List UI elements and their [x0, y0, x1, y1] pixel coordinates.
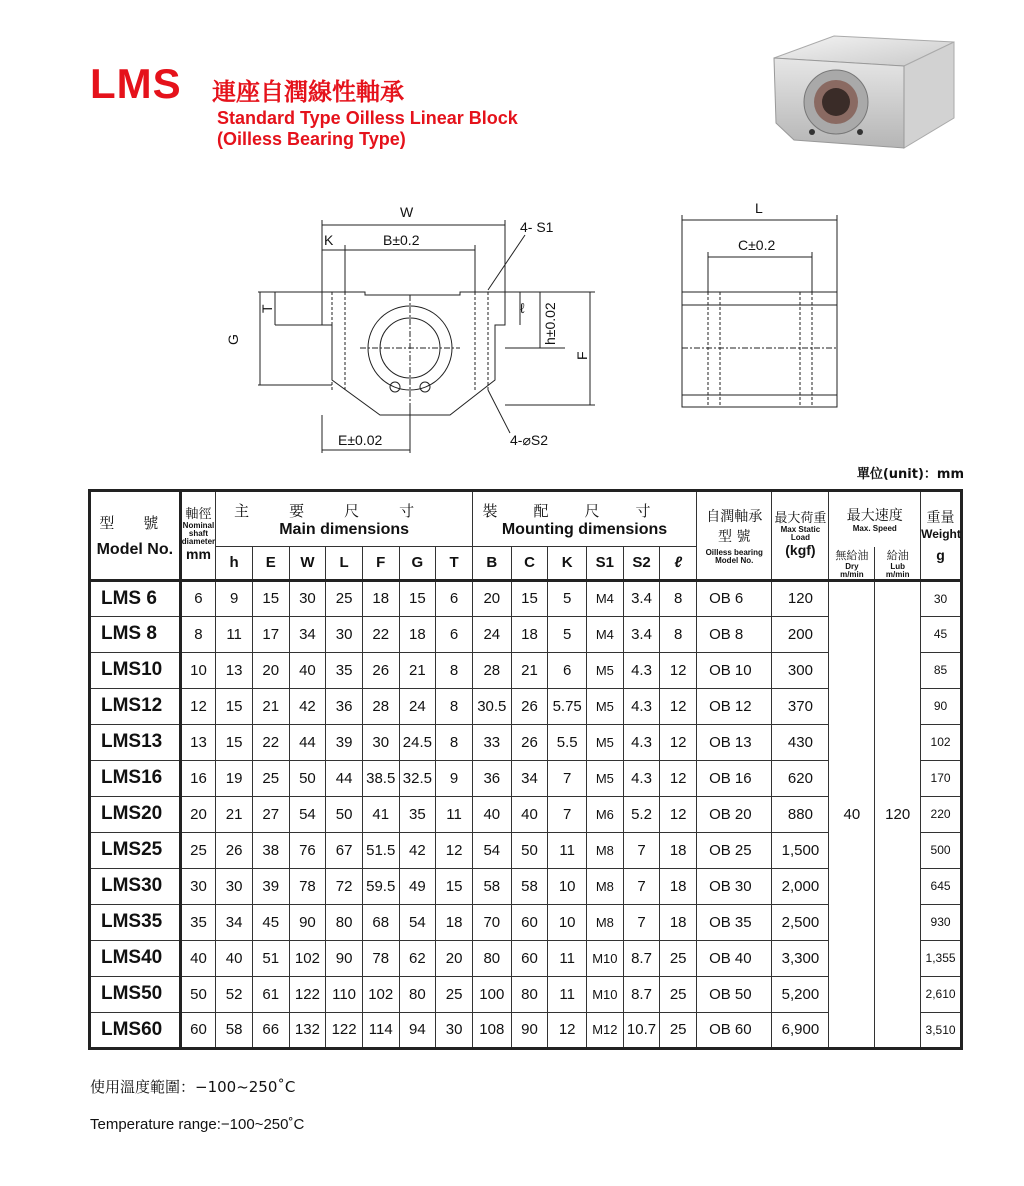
cell-load: 200 [772, 616, 829, 652]
cell-bearing: OB 20 [697, 796, 772, 832]
cell-K: 7 [548, 796, 587, 832]
header-G: G [399, 547, 436, 581]
cell-C: 34 [511, 760, 548, 796]
cell-L: 90 [326, 940, 363, 976]
cell-L: 110 [326, 976, 363, 1012]
cell-G: 18 [399, 616, 436, 652]
header-S1: S1 [587, 547, 624, 581]
cell-l: 12 [660, 724, 697, 760]
cell-model: LMS60 [90, 1012, 181, 1048]
cell-load: 2,000 [772, 868, 829, 904]
header-mounting-dimensions: 裝配尺寸 Mounting dimensions [472, 491, 696, 547]
cell-d: 10 [180, 652, 216, 688]
cell-F: 78 [362, 940, 399, 976]
cell-K: 11 [548, 940, 587, 976]
cell-C: 58 [511, 868, 548, 904]
dim-label-B: B±0.2 [383, 232, 420, 248]
cell-K: 6 [548, 652, 587, 688]
cell-load: 3,300 [772, 940, 829, 976]
cell-l: 12 [660, 688, 697, 724]
cell-S1: M6 [587, 796, 624, 832]
cell-h: 52 [216, 976, 253, 1012]
cell-d: 13 [180, 724, 216, 760]
cell-model: LMS12 [90, 688, 181, 724]
cell-G: 62 [399, 940, 436, 976]
header-model: 型 號 Model No. [90, 491, 181, 581]
cell-E: 27 [252, 796, 289, 832]
cell-h: 40 [216, 940, 253, 976]
unit-label: 單位(unit)：mm [856, 467, 964, 482]
cell-d: 40 [180, 940, 216, 976]
cell-bearing: OB 60 [697, 1012, 772, 1048]
cell-model: LMS 8 [90, 616, 181, 652]
cell-h: 9 [216, 580, 253, 616]
cell-weight: 220 [921, 796, 962, 832]
cell-S1: M10 [587, 940, 624, 976]
cell-L: 39 [326, 724, 363, 760]
cell-weight: 930 [921, 904, 962, 940]
cell-F: 38.5 [362, 760, 399, 796]
cell-F: 51.5 [362, 832, 399, 868]
header-bearing: 自潤軸承 型 號 Oilless bearing Model No. [697, 491, 772, 581]
cell-d: 16 [180, 760, 216, 796]
cell-model: LMS16 [90, 760, 181, 796]
header-W: W [289, 547, 326, 581]
header-l: ℓ [660, 547, 697, 581]
cell-K: 12 [548, 1012, 587, 1048]
cell-E: 25 [252, 760, 289, 796]
cell-F: 114 [362, 1012, 399, 1048]
title-model-code: LMS [90, 60, 182, 107]
cell-K: 7 [548, 760, 587, 796]
cell-W: 122 [289, 976, 326, 1012]
cell-L: 44 [326, 760, 363, 796]
cell-T: 9 [436, 760, 473, 796]
cell-speed-dry: 40 [829, 580, 875, 1048]
cell-load: 300 [772, 652, 829, 688]
cell-model: LMS13 [90, 724, 181, 760]
cell-S1: M4 [587, 616, 624, 652]
cell-T: 11 [436, 796, 473, 832]
spec-table [88, 489, 963, 1050]
cell-E: 38 [252, 832, 289, 868]
cell-S1: M12 [587, 1012, 624, 1048]
cell-L: 67 [326, 832, 363, 868]
cell-W: 76 [289, 832, 326, 868]
cell-F: 26 [362, 652, 399, 688]
cell-h: 30 [216, 868, 253, 904]
cell-L: 36 [326, 688, 363, 724]
cell-F: 59.5 [362, 868, 399, 904]
cell-K: 5 [548, 616, 587, 652]
title-english-line2: (Oilless Bearing Type) [217, 129, 406, 149]
cell-h: 13 [216, 652, 253, 688]
header-lub: 給油 Lub m/min [875, 547, 921, 581]
cell-S2: 3.4 [623, 580, 660, 616]
cell-L: 50 [326, 796, 363, 832]
cell-G: 15 [399, 580, 436, 616]
title-english-line1: Standard Type Oilless Linear Block [217, 108, 518, 128]
cell-E: 22 [252, 724, 289, 760]
cell-K: 5.75 [548, 688, 587, 724]
cell-model: LMS25 [90, 832, 181, 868]
cell-S2: 5.2 [623, 796, 660, 832]
cell-h: 21 [216, 796, 253, 832]
cell-W: 54 [289, 796, 326, 832]
cell-T: 25 [436, 976, 473, 1012]
cell-G: 21 [399, 652, 436, 688]
cell-T: 20 [436, 940, 473, 976]
cell-G: 24.5 [399, 724, 436, 760]
header-load: 最大荷重 Max Static Load (kgf) [772, 491, 829, 581]
cell-L: 25 [326, 580, 363, 616]
header-h: h [216, 547, 253, 581]
cell-C: 60 [511, 940, 548, 976]
cell-weight: 102 [921, 724, 962, 760]
cell-weight: 1,355 [921, 940, 962, 976]
cell-G: 35 [399, 796, 436, 832]
cell-L: 30 [326, 616, 363, 652]
cell-E: 66 [252, 1012, 289, 1048]
cell-E: 45 [252, 904, 289, 940]
cell-h: 34 [216, 904, 253, 940]
cell-model: LMS 6 [90, 580, 181, 616]
cell-load: 620 [772, 760, 829, 796]
cell-B: 108 [472, 1012, 511, 1048]
cell-S1: M4 [587, 580, 624, 616]
cell-K: 11 [548, 976, 587, 1012]
cell-F: 28 [362, 688, 399, 724]
cell-weight: 2,610 [921, 976, 962, 1012]
cell-l: 25 [660, 976, 697, 1012]
cell-E: 21 [252, 688, 289, 724]
cell-S1: M8 [587, 868, 624, 904]
cell-l: 8 [660, 580, 697, 616]
cell-load: 430 [772, 724, 829, 760]
cell-model: LMS20 [90, 796, 181, 832]
cell-B: 40 [472, 796, 511, 832]
dim-label-G: G [225, 334, 241, 345]
dim-label-l: ℓ [520, 300, 525, 316]
dim-label-T: T [259, 304, 275, 313]
cell-weight: 3,510 [921, 1012, 962, 1048]
product-photo [764, 28, 962, 158]
cell-G: 32.5 [399, 760, 436, 796]
cell-T: 6 [436, 580, 473, 616]
cell-l: 12 [660, 796, 697, 832]
cell-E: 51 [252, 940, 289, 976]
cell-E: 61 [252, 976, 289, 1012]
cell-S2: 10.7 [623, 1012, 660, 1048]
cell-F: 102 [362, 976, 399, 1012]
cell-model: LMS40 [90, 940, 181, 976]
header-C: C [511, 547, 548, 581]
cell-G: 42 [399, 832, 436, 868]
cell-W: 78 [289, 868, 326, 904]
cell-d: 12 [180, 688, 216, 724]
cell-l: 12 [660, 760, 697, 796]
cell-C: 40 [511, 796, 548, 832]
cell-bearing: OB 10 [697, 652, 772, 688]
header-weight: 重量 Weight g [921, 491, 962, 581]
cell-S2: 4.3 [623, 688, 660, 724]
cell-B: 24 [472, 616, 511, 652]
cell-K: 5.5 [548, 724, 587, 760]
cell-W: 40 [289, 652, 326, 688]
title-chinese: 連座自潤線性軸承 [212, 78, 404, 106]
cell-F: 30 [362, 724, 399, 760]
cell-load: 880 [772, 796, 829, 832]
cell-E: 15 [252, 580, 289, 616]
header-B: B [472, 547, 511, 581]
cell-T: 8 [436, 688, 473, 724]
dim-label-L: L [755, 200, 763, 216]
cell-W: 42 [289, 688, 326, 724]
cell-weight: 645 [921, 868, 962, 904]
cell-K: 10 [548, 868, 587, 904]
cell-W: 102 [289, 940, 326, 976]
cell-bearing: OB 12 [697, 688, 772, 724]
cell-G: 80 [399, 976, 436, 1012]
cell-G: 54 [399, 904, 436, 940]
cell-S1: M5 [587, 652, 624, 688]
cell-C: 26 [511, 688, 548, 724]
cell-S2: 8.7 [623, 940, 660, 976]
dim-label-W: W [400, 204, 414, 220]
cell-S1: M8 [587, 832, 624, 868]
cell-S2: 7 [623, 904, 660, 940]
cell-S1: M8 [587, 904, 624, 940]
cell-F: 22 [362, 616, 399, 652]
cell-load: 1,500 [772, 832, 829, 868]
cell-model: LMS50 [90, 976, 181, 1012]
cell-L: 72 [326, 868, 363, 904]
cell-weight: 30 [921, 580, 962, 616]
cell-G: 24 [399, 688, 436, 724]
cell-l: 12 [660, 652, 697, 688]
cell-bearing: OB 50 [697, 976, 772, 1012]
cell-weight: 45 [921, 616, 962, 652]
cell-C: 90 [511, 1012, 548, 1048]
cell-F: 68 [362, 904, 399, 940]
cell-load: 2,500 [772, 904, 829, 940]
cell-S1: M10 [587, 976, 624, 1012]
cell-l: 18 [660, 868, 697, 904]
header-F: F [362, 547, 399, 581]
cell-K: 11 [548, 832, 587, 868]
cell-B: 30.5 [472, 688, 511, 724]
cell-B: 33 [472, 724, 511, 760]
cell-T: 18 [436, 904, 473, 940]
cell-B: 28 [472, 652, 511, 688]
cell-bearing: OB 30 [697, 868, 772, 904]
dim-label-S2: 4-⌀S2 [510, 432, 549, 448]
dim-label-F: F [574, 351, 590, 360]
cell-model: LMS35 [90, 904, 181, 940]
dim-label-h: h±0.02 [542, 302, 558, 345]
dim-label-S1: 4- S1 [520, 219, 554, 235]
cell-C: 80 [511, 976, 548, 1012]
cell-d: 20 [180, 796, 216, 832]
cell-S2: 4.3 [623, 760, 660, 796]
cell-E: 17 [252, 616, 289, 652]
header-S2: S2 [623, 547, 660, 581]
cell-F: 18 [362, 580, 399, 616]
cell-L: 122 [326, 1012, 363, 1048]
cell-load: 120 [772, 580, 829, 616]
cell-S2: 3.4 [623, 616, 660, 652]
cell-C: 21 [511, 652, 548, 688]
cell-h: 19 [216, 760, 253, 796]
temperature-note-en: Temperature range:−100~250˚C [90, 1116, 305, 1133]
cell-G: 49 [399, 868, 436, 904]
cell-S2: 7 [623, 832, 660, 868]
cell-bearing: OB 16 [697, 760, 772, 796]
cell-T: 30 [436, 1012, 473, 1048]
header-L: L [326, 547, 363, 581]
cell-B: 100 [472, 976, 511, 1012]
cell-weight: 170 [921, 760, 962, 796]
cell-bearing: OB 8 [697, 616, 772, 652]
cell-K: 5 [548, 580, 587, 616]
header-shaft: 軸徑 Nominal shaft diameter mm [180, 491, 216, 581]
cell-d: 35 [180, 904, 216, 940]
cell-d: 30 [180, 868, 216, 904]
cell-bearing: OB 40 [697, 940, 772, 976]
cell-d: 25 [180, 832, 216, 868]
header-dry: 無給油 Dry m/min [829, 547, 875, 581]
cell-S1: M5 [587, 724, 624, 760]
cell-E: 39 [252, 868, 289, 904]
cell-T: 8 [436, 652, 473, 688]
temperature-note-cn: 使用溫度範圍：−100~250˚C [90, 1078, 296, 1096]
cell-S1: M5 [587, 760, 624, 796]
header-main-dimensions: 主要尺寸 Main dimensions [216, 491, 473, 547]
table-row [90, 580, 962, 616]
cell-B: 80 [472, 940, 511, 976]
cell-W: 44 [289, 724, 326, 760]
cell-S2: 8.7 [623, 976, 660, 1012]
cell-S2: 7 [623, 868, 660, 904]
cell-W: 34 [289, 616, 326, 652]
cell-l: 25 [660, 1012, 697, 1048]
cell-l: 18 [660, 832, 697, 868]
cell-load: 5,200 [772, 976, 829, 1012]
cell-d: 8 [180, 616, 216, 652]
cell-h: 58 [216, 1012, 253, 1048]
cell-C: 26 [511, 724, 548, 760]
cell-model: LMS10 [90, 652, 181, 688]
cell-load: 6,900 [772, 1012, 829, 1048]
cell-W: 90 [289, 904, 326, 940]
cell-bearing: OB 35 [697, 904, 772, 940]
cell-l: 18 [660, 904, 697, 940]
header-T: T [436, 547, 473, 581]
cell-L: 35 [326, 652, 363, 688]
cell-S2: 4.3 [623, 652, 660, 688]
cell-model: LMS30 [90, 868, 181, 904]
cell-l: 8 [660, 616, 697, 652]
cell-d: 50 [180, 976, 216, 1012]
cell-T: 12 [436, 832, 473, 868]
cell-weight: 85 [921, 652, 962, 688]
cell-B: 70 [472, 904, 511, 940]
cell-B: 36 [472, 760, 511, 796]
cell-B: 54 [472, 832, 511, 868]
cell-C: 60 [511, 904, 548, 940]
cell-bearing: OB 6 [697, 580, 772, 616]
cell-G: 94 [399, 1012, 436, 1048]
cell-weight: 90 [921, 688, 962, 724]
cell-l: 25 [660, 940, 697, 976]
cell-F: 41 [362, 796, 399, 832]
dim-label-C: C±0.2 [738, 237, 776, 253]
cell-T: 15 [436, 868, 473, 904]
cell-T: 8 [436, 724, 473, 760]
header-speed: 最大速度 Max. Speed [829, 491, 921, 547]
cell-d: 60 [180, 1012, 216, 1048]
cell-T: 6 [436, 616, 473, 652]
cell-speed-lub: 120 [875, 580, 921, 1048]
cell-E: 20 [252, 652, 289, 688]
cell-C: 18 [511, 616, 548, 652]
cell-h: 26 [216, 832, 253, 868]
cell-load: 370 [772, 688, 829, 724]
cell-weight: 500 [921, 832, 962, 868]
cell-W: 132 [289, 1012, 326, 1048]
cell-h: 15 [216, 688, 253, 724]
cell-B: 58 [472, 868, 511, 904]
cell-L: 80 [326, 904, 363, 940]
cell-bearing: OB 25 [697, 832, 772, 868]
cell-C: 15 [511, 580, 548, 616]
cell-h: 11 [216, 616, 253, 652]
cell-S2: 4.3 [623, 724, 660, 760]
cell-C: 50 [511, 832, 548, 868]
cell-d: 6 [180, 580, 216, 616]
cell-W: 30 [289, 580, 326, 616]
cell-K: 10 [548, 904, 587, 940]
technical-drawing [220, 195, 860, 460]
header-K: K [548, 547, 587, 581]
dim-label-E: E±0.02 [338, 432, 383, 448]
header-E: E [252, 547, 289, 581]
cell-bearing: OB 13 [697, 724, 772, 760]
cell-S1: M5 [587, 688, 624, 724]
cell-h: 15 [216, 724, 253, 760]
cell-W: 50 [289, 760, 326, 796]
cell-B: 20 [472, 580, 511, 616]
dim-label-K: K [324, 232, 334, 248]
